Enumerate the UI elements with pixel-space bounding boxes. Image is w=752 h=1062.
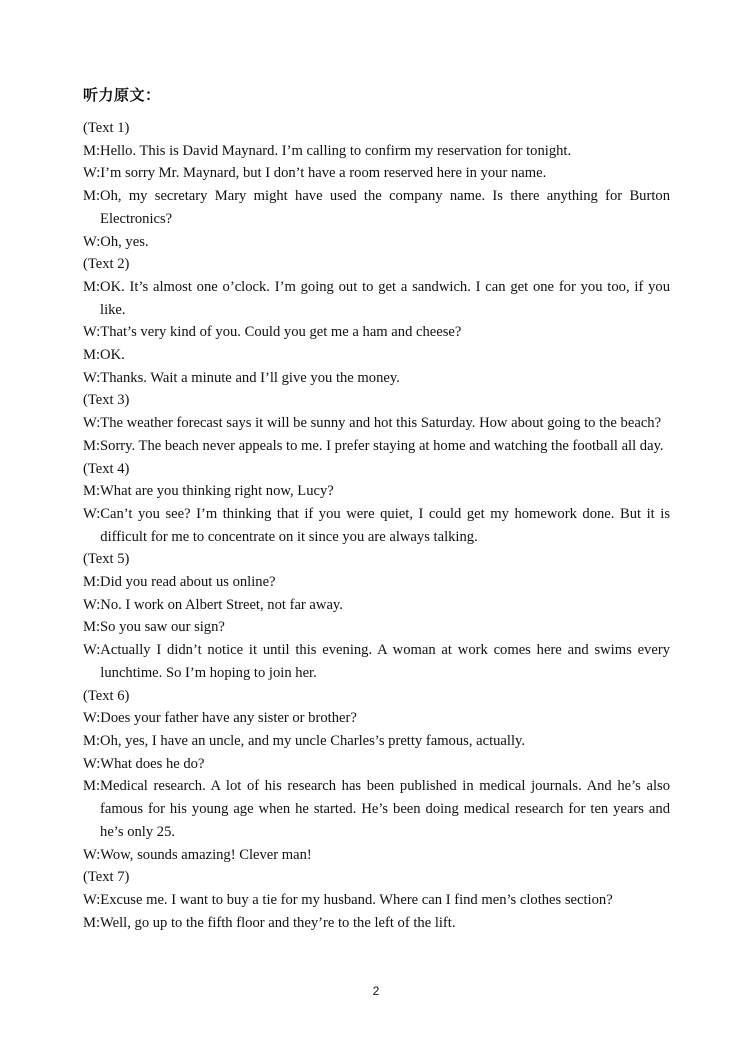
dialogue-line [83, 276, 670, 321]
dialogue-line [83, 753, 670, 776]
dialogue-line [83, 889, 670, 912]
speaker-tag: W: [83, 505, 101, 522]
text-section-label: (Text 6) [83, 687, 130, 704]
speaker-tag: W: [83, 642, 101, 659]
dialogue-text: Oh, yes, I have an uncle, and my uncle Charles’s pretty famous, actually. [100, 732, 526, 749]
dialogue-text: Excuse me. I want to buy a tie for my husband. Where can I find men’s clothes section? [100, 891, 613, 908]
dialogue-text: So you saw our sign? [100, 619, 225, 636]
dialogue-text: Actually I didn’t notice it until this evening. A woman at work comes here and swims every lunchtime. So I’m hoping to join her. [100, 642, 670, 681]
speaker-tag: M: [83, 778, 101, 795]
page-number: 2 [372, 984, 380, 998]
dialogue-line [83, 730, 670, 753]
dialogue-text: Hello. This is David Maynard. I’m calling to confirm my reservation for tonight. [100, 142, 572, 159]
text-section-label: (Text 1) [83, 120, 130, 136]
dialogue-line [83, 594, 670, 617]
dialogue-text: Medical research. A lot of his research has been published in medical journals. And he’s also famous for his young age when he started. He’s been doing medical research for ten years and he’s only 25. [100, 778, 670, 840]
dialogue-line [83, 185, 670, 230]
text-section-label: (Text 4) [83, 460, 130, 477]
dialogue-text: Thanks. Wait a minute and I’ll give you the money. [100, 369, 400, 386]
speaker-tag: W: [83, 233, 101, 250]
speaker-tag: W: [83, 415, 101, 432]
speaker-tag: M: [83, 483, 101, 500]
dialogue-text: That’s very kind of you. Could you get me a ham and cheese? [100, 324, 462, 341]
dialogue-line [83, 639, 670, 684]
dialogue-line [83, 775, 670, 843]
transcript-body [83, 117, 670, 934]
dialogue-text: Oh, yes. [100, 233, 149, 250]
dialogue-text: Can’t you see? I’m thinking that if you were quiet, I could get my homework done. But it is difficult for me to concentrate on it since you are always talking. [100, 505, 670, 545]
text-section-label: (Text 5) [83, 551, 130, 568]
dialogue-line [83, 503, 670, 548]
dialogue-text: Sorry. The beach never appeals to me. I prefer staying at home and watching the football all day. [100, 437, 664, 454]
dialogue-line [83, 231, 670, 254]
speaker-tag: M: [83, 142, 101, 159]
dialogue-line [83, 435, 670, 458]
text-section-label: (Text 3) [83, 392, 130, 409]
dialogue-line [83, 344, 670, 367]
dialogue-text: OK. It’s almost one o’clock. I’m going out to get a sandwich. I can get one for you too, if you like. [100, 278, 670, 318]
dialogue-line [83, 912, 670, 935]
speaker-tag: W: [83, 755, 101, 772]
dialogue-text: Well, go up to the fifth floor and they’re to the left of the lift. [100, 914, 456, 931]
dialogue-text: Oh, my secretary Mary might have used the company name. Is there anything for Burton Electronics? [100, 188, 670, 227]
dialogue-line [83, 707, 670, 730]
dialogue-text: No. I work on Albert Street, not far away. [100, 596, 343, 613]
dialogue-line [83, 844, 670, 867]
dialogue-text: I’m sorry Mr. Maynard, but I don’t have a room reserved here in your name. [100, 165, 547, 182]
dialogue-text: What does he do? [100, 755, 205, 772]
speaker-tag: M: [83, 732, 101, 749]
speaker-tag: M: [83, 347, 101, 364]
dialogue-text: Did you read about us online? [100, 574, 276, 591]
speaker-tag: W: [83, 596, 101, 613]
dialogue-line [83, 162, 670, 185]
dialogue-line [83, 571, 670, 594]
dialogue-text: Wow, sounds amazing! Clever man! [100, 846, 312, 863]
dialogue-text: The weather forecast says it will be sunny and hot this Saturday. How about going to the beach? [100, 415, 662, 432]
speaker-tag: W: [83, 891, 101, 908]
speaker-tag: M: [83, 574, 101, 591]
dialogue-line [83, 140, 670, 163]
speaker-tag: M: [83, 188, 101, 205]
speaker-tag: W: [83, 165, 101, 182]
dialogue-line [83, 616, 670, 639]
speaker-tag: W: [83, 369, 101, 386]
dialogue-text: OK. [100, 347, 125, 364]
dialogue-line [83, 367, 670, 390]
speaker-tag: W: [83, 846, 101, 863]
dialogue-text: Does your father have any sister or brother? [100, 710, 357, 727]
speaker-tag: W: [83, 710, 101, 727]
text-section-label: (Text 7) [83, 869, 130, 886]
speaker-tag: M: [83, 619, 101, 636]
speaker-tag: M: [83, 914, 101, 931]
speaker-tag: M: [83, 278, 101, 295]
text-section-label: (Text 2) [83, 256, 130, 273]
speaker-tag: M: [83, 437, 101, 454]
dialogue-text: What are you thinking right now, Lucy? [100, 483, 334, 500]
dialogue-line [83, 480, 670, 503]
dialogue-line [83, 412, 670, 435]
dialogue-line [83, 321, 670, 344]
page-heading: 听力原文： [83, 86, 161, 104]
speaker-tag: W: [83, 324, 101, 341]
